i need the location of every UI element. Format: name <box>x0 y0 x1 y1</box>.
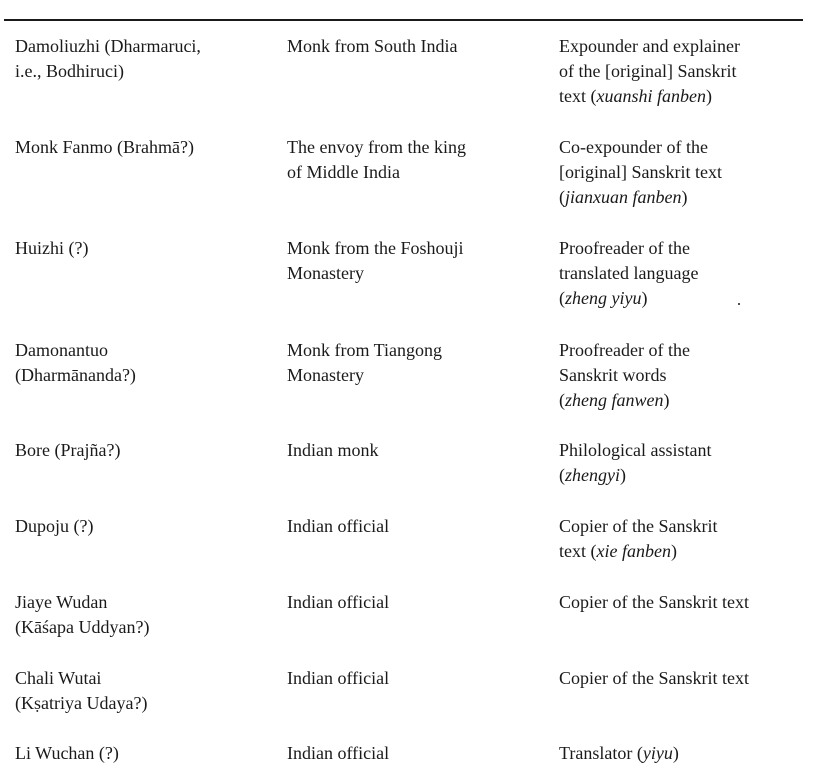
origin-cell <box>287 590 542 615</box>
origin-line: Monk from Tiangong <box>287 340 443 360</box>
origin-line: of Middle India <box>287 162 400 182</box>
role-cell <box>559 514 809 564</box>
role-cell <box>559 590 809 615</box>
role-line <box>559 59 809 84</box>
name-line: (Kṣatriya Udaya?) <box>15 693 148 713</box>
name-cell <box>15 135 270 160</box>
role-line <box>559 363 809 388</box>
name-line: Li Wuchan (?) <box>15 743 119 763</box>
origin-line: Indian official <box>287 743 390 763</box>
name-line: Monk Fanmo (Brahmā?) <box>15 137 194 157</box>
origin-cell <box>287 34 542 59</box>
origin-line: Indian official <box>287 592 390 612</box>
origin-line: The envoy from the king <box>287 137 466 157</box>
role-text: Proofreader of the <box>559 340 690 360</box>
role-line <box>559 261 809 286</box>
role-cell <box>559 741 809 766</box>
name-cell <box>15 236 270 261</box>
romanized-term: zheng fanwen <box>565 390 664 410</box>
origin-cell <box>287 135 542 185</box>
role-line <box>559 236 809 261</box>
romanized-term: yiyu <box>642 743 673 763</box>
role-text: ) <box>663 390 670 410</box>
role-cell <box>559 338 809 413</box>
role-text: ( <box>559 187 565 207</box>
role-text: Copier of the Sanskrit text <box>559 668 749 688</box>
role-text: translated language <box>559 263 699 283</box>
origin-line: Indian monk <box>287 440 379 460</box>
name-line: Jiaye Wudan <box>15 592 108 612</box>
role-line <box>559 286 809 311</box>
role-text: Copier of the Sanskrit text <box>559 592 749 612</box>
role-text: Co-expounder of the <box>559 137 708 157</box>
role-line <box>559 84 809 109</box>
name-line: Dupoju (?) <box>15 516 94 536</box>
role-line <box>559 741 809 766</box>
role-line <box>559 338 809 363</box>
role-line <box>559 185 809 210</box>
origin-cell <box>287 741 542 766</box>
role-line <box>559 666 809 691</box>
origin-line: Monastery <box>287 263 364 283</box>
origin-cell <box>287 236 542 286</box>
role-text: Translator ( <box>559 743 643 763</box>
role-text: Copier of the Sanskrit <box>559 516 718 536</box>
role-text: ) <box>681 187 688 207</box>
role-text: [original] Sanskrit text <box>559 162 722 182</box>
role-line <box>559 388 809 413</box>
name-cell <box>15 666 270 716</box>
name-cell <box>15 34 270 84</box>
role-text: ) <box>670 541 677 561</box>
role-text: ) <box>619 465 626 485</box>
role-line <box>559 590 809 615</box>
role-text: Philological assistant <box>559 440 712 460</box>
role-text: ( <box>559 465 565 485</box>
role-text: text ( <box>559 541 597 561</box>
origin-line: Monk from the Foshouji <box>287 238 464 258</box>
origin-line: Indian official <box>287 668 390 688</box>
name-line: Damoliuzhi (Dharmaruci, <box>15 36 201 56</box>
name-cell <box>15 514 270 539</box>
role-text: ( <box>559 390 565 410</box>
name-line: i.e., Bodhiruci) <box>15 61 124 81</box>
name-line: (Dharmānanda?) <box>15 365 136 385</box>
role-cell <box>559 236 809 311</box>
name-cell <box>15 438 270 463</box>
role-line <box>559 34 809 59</box>
role-cell <box>559 438 809 488</box>
role-text: ) <box>672 743 679 763</box>
origin-line: Indian official <box>287 516 390 536</box>
name-cell <box>15 338 270 388</box>
role-text: Expounder and explainer <box>559 36 740 56</box>
role-text: ) <box>706 86 712 106</box>
origin-cell <box>287 666 542 691</box>
name-line: Chali Wutai <box>15 668 102 688</box>
romanized-term: zhengyi <box>565 465 620 485</box>
name-line: Bore (Prajña?) <box>15 440 121 460</box>
role-text: ) <box>641 288 648 308</box>
role-line <box>559 539 809 564</box>
role-text: ( <box>559 288 565 308</box>
romanized-term: zheng yiyu <box>565 288 642 308</box>
top-rule <box>4 19 803 21</box>
stray-dot <box>738 303 740 305</box>
role-text: of the [original] Sanskrit <box>559 61 737 81</box>
role-cell <box>559 135 809 210</box>
role-text: text ( <box>559 86 597 106</box>
origin-cell <box>287 514 542 539</box>
role-cell <box>559 666 809 691</box>
name-line: (Kāśapa Uddyan?) <box>15 617 150 637</box>
role-line <box>559 438 809 463</box>
name-cell <box>15 590 270 640</box>
name-line: Damonantuo <box>15 340 108 360</box>
romanized-term: xie fanben <box>596 541 671 561</box>
role-text: Sanskrit words <box>559 365 667 385</box>
role-cell <box>559 34 809 109</box>
name-line: Huizhi (?) <box>15 238 89 258</box>
role-text: Proofreader of the <box>559 238 690 258</box>
origin-cell <box>287 338 542 388</box>
role-line <box>559 463 809 488</box>
role-line <box>559 514 809 539</box>
role-line <box>559 135 809 160</box>
romanized-term: jianxuan fanben <box>565 187 682 207</box>
origin-line: Monk from South India <box>287 36 458 56</box>
role-line <box>559 160 809 185</box>
origin-line: Monastery <box>287 365 364 385</box>
name-cell <box>15 741 270 766</box>
romanized-term: xuanshi fanben <box>596 86 706 106</box>
origin-cell <box>287 438 542 463</box>
